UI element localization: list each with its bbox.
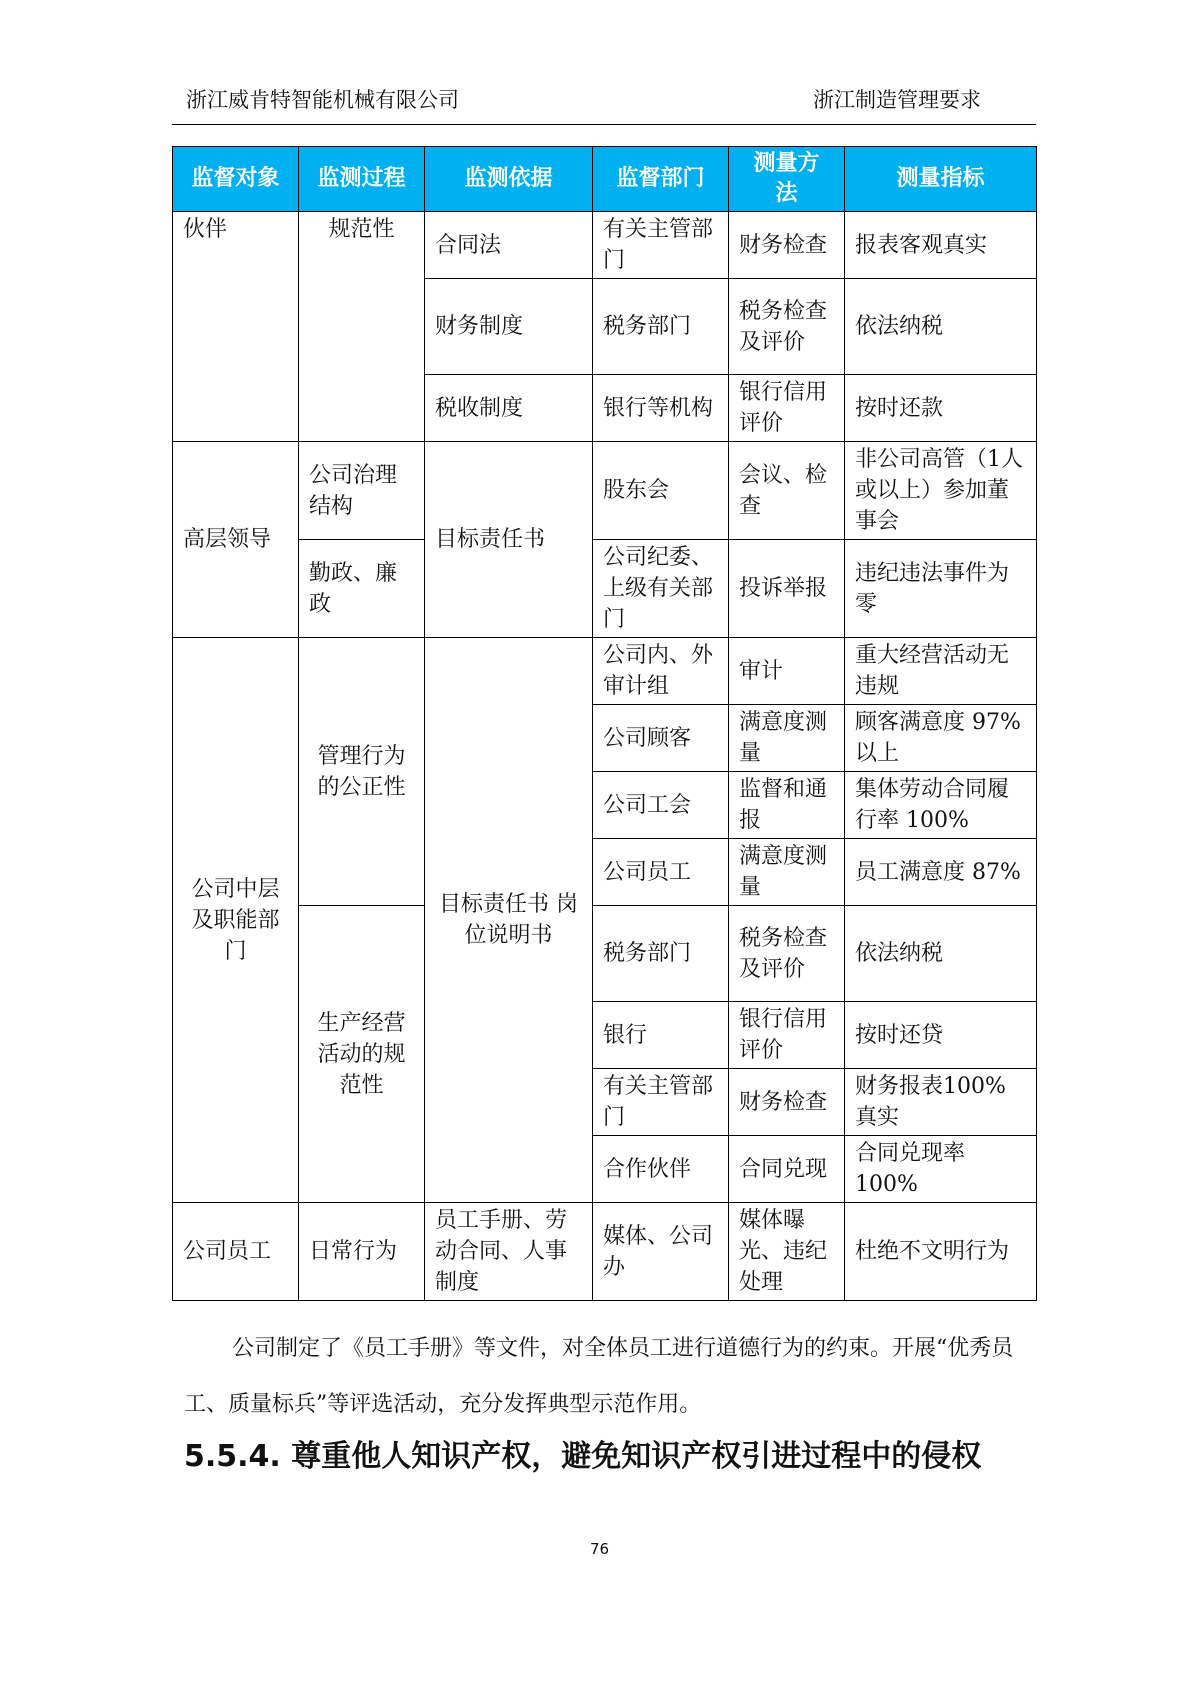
cell-dept: 合作伙伴 — [593, 1136, 729, 1203]
cell-dept: 税务部门 — [593, 906, 729, 1002]
cell-method: 合同兑现 — [729, 1136, 845, 1203]
cell-object: 公司中层及职能部门 — [173, 638, 299, 1203]
cell-method: 税务检查及评价 — [729, 906, 845, 1002]
cell-process: 管理行为的公正性 — [299, 638, 425, 906]
table-header-row — [173, 147, 1037, 212]
cell-object: 公司员工 — [173, 1203, 299, 1301]
cell-process: 公司治理结构 — [299, 442, 425, 540]
cell-metric: 按时还贷 — [845, 1002, 1037, 1069]
cell-metric: 财务报表100%真实 — [845, 1069, 1037, 1136]
col-header: 测量指标 — [845, 147, 1037, 212]
cell-process: 勤政、廉政 — [299, 540, 425, 638]
cell-basis: 财务制度 — [425, 279, 593, 375]
cell-dept: 税务部门 — [593, 279, 729, 375]
cell-method: 满意度测量 — [729, 705, 845, 772]
cell-method: 税务检查及评价 — [729, 279, 845, 375]
cell-metric: 报表客观真实 — [845, 212, 1037, 279]
cell-method: 监督和通报 — [729, 772, 845, 839]
col-header: 监测依据 — [425, 147, 593, 212]
cell-dept: 公司工会 — [593, 772, 729, 839]
cell-method: 财务检查 — [729, 212, 845, 279]
cell-metric: 重大经营活动无违规 — [845, 638, 1037, 705]
section-heading: 5.5.4. 尊重他人知识产权，避免知识产权引进过程中的侵权 — [184, 1439, 982, 1474]
table-row — [173, 906, 1037, 1002]
cell-basis: 目标责任书 岗位说明书 — [425, 638, 593, 1203]
cell-metric: 集体劳动合同履行率 100% — [845, 772, 1037, 839]
cell-dept: 公司顾客 — [593, 705, 729, 772]
cell-dept: 公司内、外审计组 — [593, 638, 729, 705]
cell-process: 生产经营活动的规范性 — [299, 906, 425, 1203]
cell-dept: 有关主管部门 — [593, 1069, 729, 1136]
cell-dept: 有关主管部门 — [593, 212, 729, 279]
cell-metric: 顾客满意度 97%以上 — [845, 705, 1037, 772]
cell-method: 满意度测量 — [729, 839, 845, 906]
cell-process: 规范性 — [299, 212, 425, 442]
cell-dept: 媒体、公司办 — [593, 1203, 729, 1301]
cell-metric: 杜绝不文明行为 — [845, 1203, 1037, 1301]
body-paragraph: 公司制定了《员工手册》等文件，对全体员工进行道德行为的约束。开展“优秀员工、质量标兵”等评选活动，充分发挥典型示范作用。 — [184, 1336, 1014, 1417]
col-header: 监督部门 — [593, 147, 729, 212]
cell-method: 财务检查 — [729, 1069, 845, 1136]
col-header: 监测过程 — [299, 147, 425, 212]
cell-method: 审计 — [729, 638, 845, 705]
cell-object: 伙伴 — [173, 212, 299, 442]
cell-basis: 税收制度 — [425, 375, 593, 442]
cell-metric: 合同兑现率 100% — [845, 1136, 1037, 1203]
cell-basis: 合同法 — [425, 212, 593, 279]
cell-metric: 按时还款 — [845, 375, 1037, 442]
cell-metric: 违纪违法事件为零 — [845, 540, 1037, 638]
cell-method: 银行信用评价 — [729, 1002, 845, 1069]
cell-dept: 银行等机构 — [593, 375, 729, 442]
table-row — [173, 442, 1037, 540]
header-doc-title: 浙江制造管理要求 — [813, 88, 981, 112]
cell-method: 银行信用评价 — [729, 375, 845, 442]
table-row — [173, 540, 1037, 638]
cell-basis: 员工手册、劳动合同、人事制度 — [425, 1203, 593, 1301]
cell-dept: 股东会 — [593, 442, 729, 540]
header-company: 浙江威肯特智能机械有限公司 — [186, 88, 459, 112]
cell-method: 会议、检查 — [729, 442, 845, 540]
cell-metric: 非公司高管（1人或以上）参加董事会 — [845, 442, 1037, 540]
supervision-table — [172, 146, 1037, 1301]
cell-dept: 银行 — [593, 1002, 729, 1069]
cell-metric: 员工满意度 87% — [845, 839, 1037, 906]
table-row — [173, 638, 1037, 705]
cell-metric: 依法纳税 — [845, 906, 1037, 1002]
page-number: 76 — [589, 1540, 610, 1558]
cell-object: 高层领导 — [173, 442, 299, 638]
cell-dept: 公司纪委、上级有关部门 — [593, 540, 729, 638]
cell-basis: 目标责任书 — [425, 442, 593, 638]
cell-metric: 依法纳税 — [845, 279, 1037, 375]
col-header: 监督对象 — [173, 147, 299, 212]
header-rule — [172, 124, 1036, 125]
cell-dept: 公司员工 — [593, 839, 729, 906]
table-row — [173, 212, 1037, 279]
cell-method: 媒体曝光、违纪处理 — [729, 1203, 845, 1301]
cell-process: 日常行为 — [299, 1203, 425, 1301]
cell-method: 投诉举报 — [729, 540, 845, 638]
col-header: 测量方法 — [729, 147, 845, 212]
table-row — [173, 1203, 1037, 1301]
